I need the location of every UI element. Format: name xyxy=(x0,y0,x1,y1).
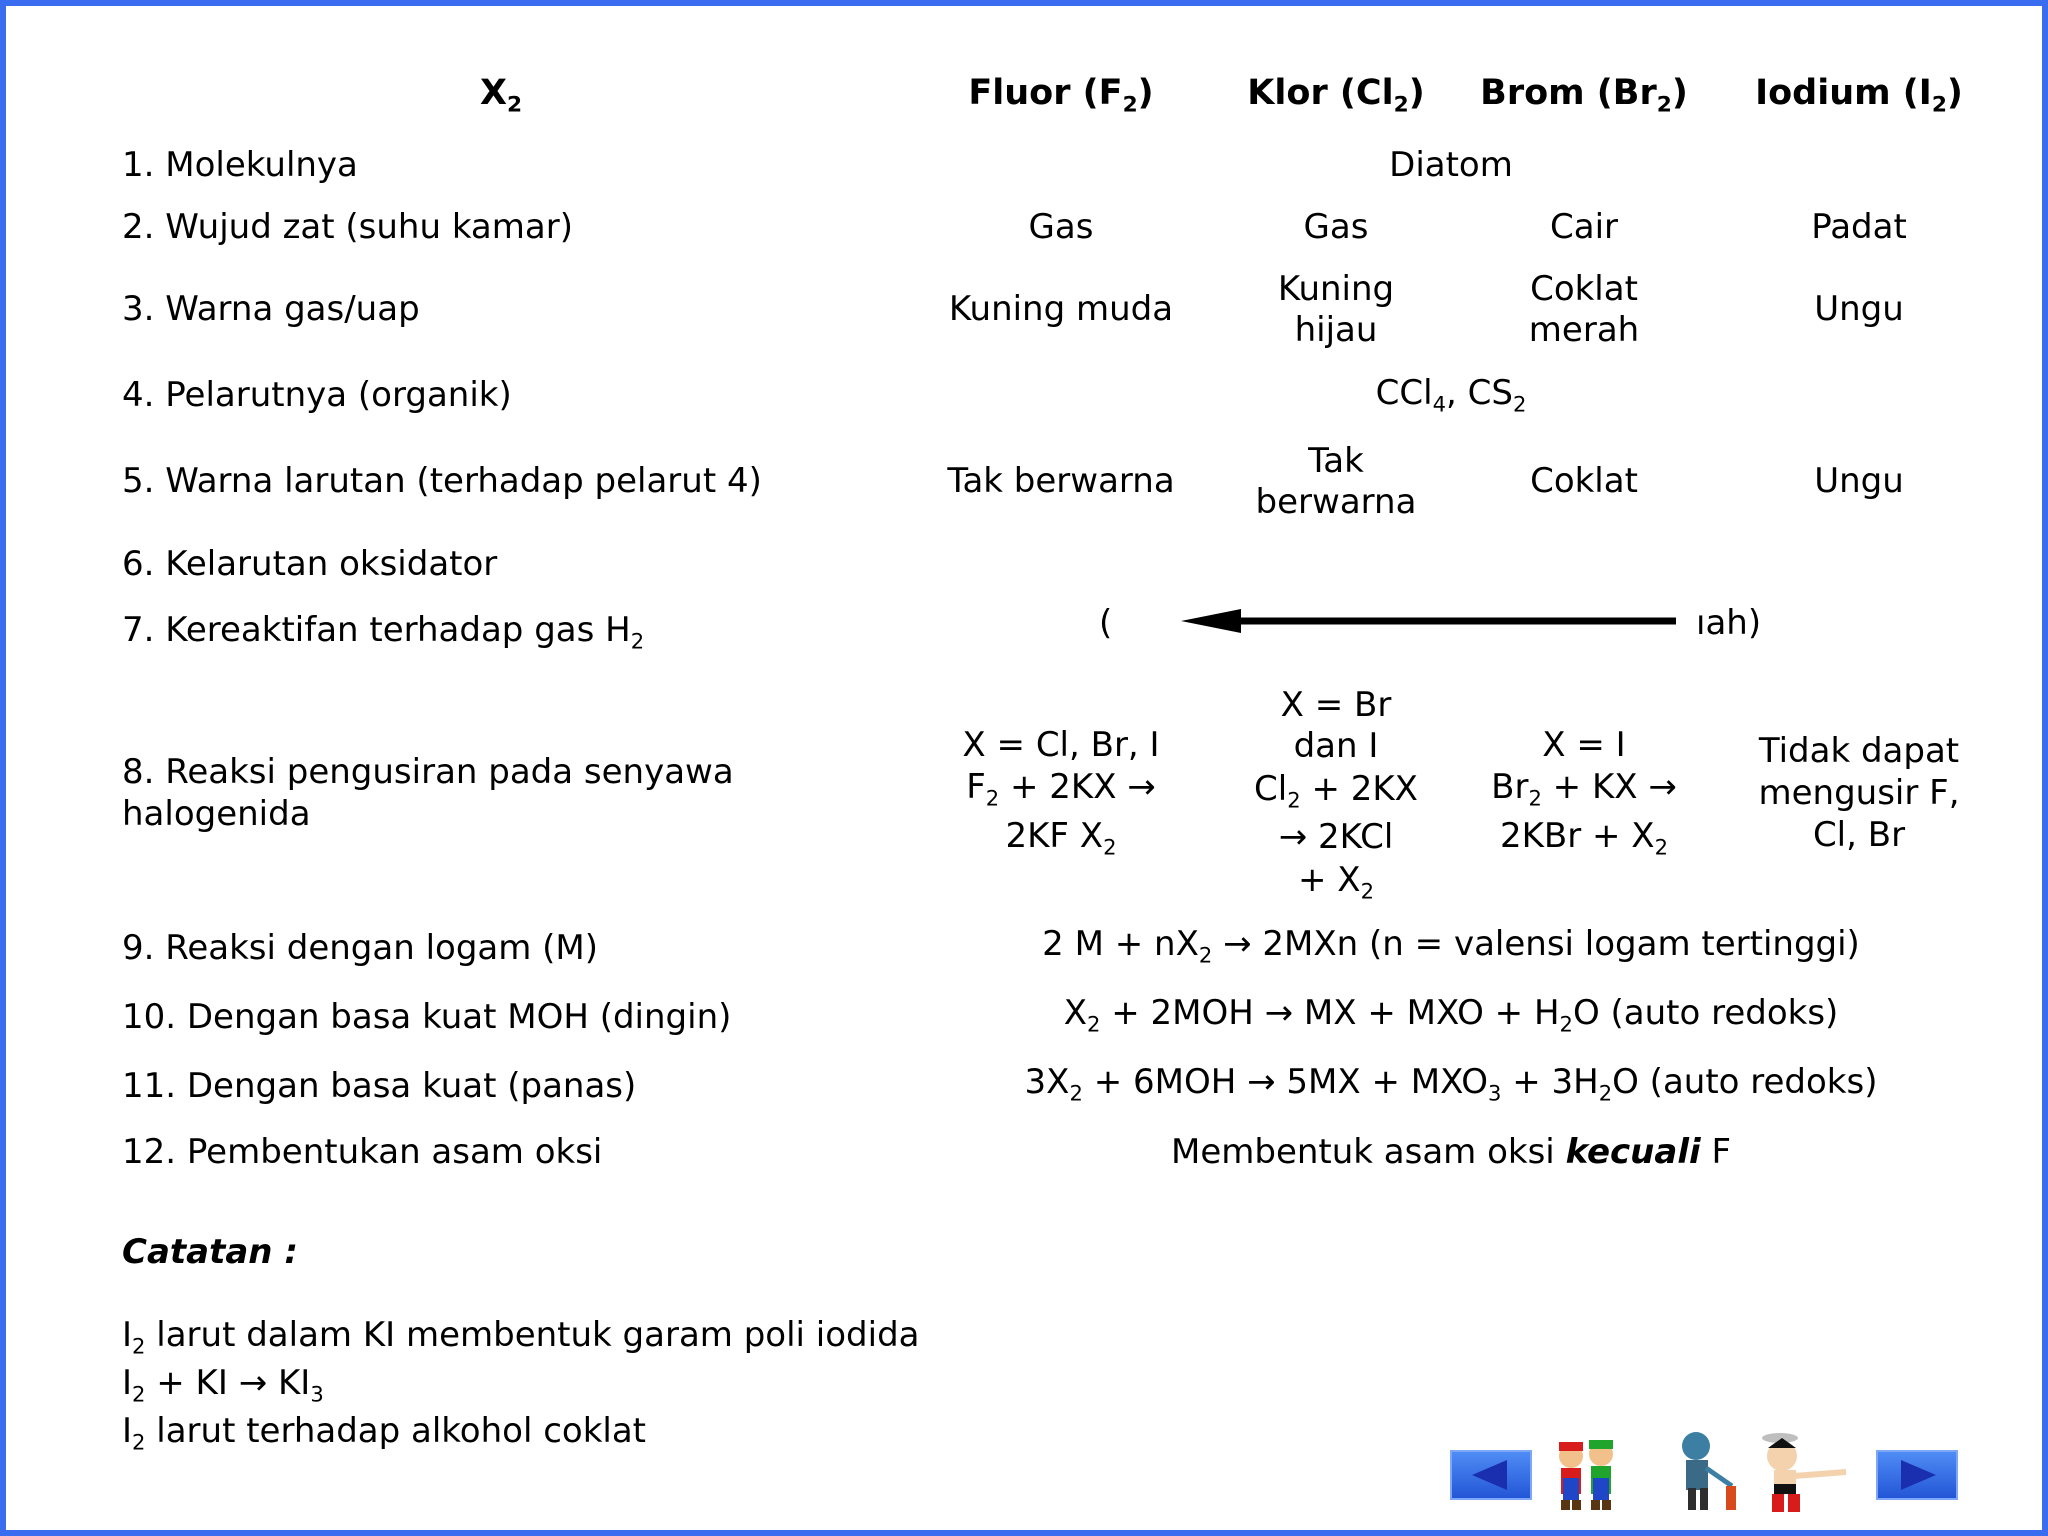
header-fluor: Fluor $(F_2)$ xyxy=(968,73,1154,118)
notes-line-1: $I_2$ larut dalam KI membentuk garam poli iodida xyxy=(122,1315,920,1359)
value-warna-gas-cl-2: hijau xyxy=(1294,310,1378,350)
prev-button[interactable] xyxy=(1450,1450,1532,1500)
mario-luigi-icon xyxy=(1551,1434,1623,1516)
value-warna-larutan-f: Tak berwarna xyxy=(947,461,1175,501)
header-brom: Brom $(Br_2)$ xyxy=(1480,73,1688,118)
value-pengusiran-i-3: Cl, Br xyxy=(1812,815,1906,855)
value-warna-larutan-cl-2: berwarna xyxy=(1255,482,1417,522)
header-klor: Klor $(Cl_2)$ xyxy=(1247,73,1425,118)
row-label-reaksi-logam: 9. Reaksi dengan logam (M) xyxy=(122,928,599,968)
row-label-kereaktifan: 7. Kereaktifan terhadap gas $H_2$ xyxy=(122,610,645,654)
value-pengusiran-cl-1: X = Br xyxy=(1280,685,1392,725)
value-pengusiran-f-1: X = Cl, Br, I xyxy=(962,725,1160,765)
notes-line-2: $I_2$ + KI → $KI_3$ xyxy=(122,1363,324,1407)
row-label-basa-dingin: 10. Dengan basa kuat MOH (dingin) xyxy=(122,997,732,1037)
value-warna-larutan-i: Ungu xyxy=(1814,461,1904,501)
value-warna-larutan-br: Coklat xyxy=(1530,461,1638,501)
value-wujud-i: Padat xyxy=(1811,207,1907,247)
row-label-reaksi-pengusiran-2: halogenida xyxy=(122,794,311,834)
row-label-basa-panas: 11. Dengan basa kuat (panas) xyxy=(122,1066,637,1106)
value-warna-gas-i: Ungu xyxy=(1814,289,1904,329)
value-pengusiran-cl-5: + $X_2$ xyxy=(1297,860,1375,904)
header-iodium: Iodium $(I_2)$ xyxy=(1755,73,1963,118)
value-asam-oksi: Membentuk asam oksi kecuali F xyxy=(1170,1132,1732,1172)
arrow-right-icon xyxy=(1878,1452,1956,1498)
value-warna-larutan-cl-1: Tak xyxy=(1308,441,1364,481)
value-pengusiran-cl-2: dan I xyxy=(1293,726,1379,766)
value-pengusiran-f-2: $F_2 + 2KX$ → xyxy=(966,767,1156,811)
row-label-warna-gas: 3. Warna gas/uap xyxy=(122,289,420,329)
value-pengusiran-br-2: $Br_2$ + KX → xyxy=(1491,767,1677,811)
value-wujud-cl: Gas xyxy=(1303,207,1369,247)
value-wujud-br: Cair xyxy=(1550,207,1618,247)
value-pengusiran-br-3: $2KBr + X_2$ xyxy=(1499,816,1669,860)
notes-title: Catatan : xyxy=(122,1232,298,1272)
value-pengusiran-i-1: Tidak dapat xyxy=(1758,731,1960,771)
next-button[interactable] xyxy=(1876,1450,1958,1500)
value-molekul: Diatom xyxy=(1389,145,1513,185)
header-x2: $X_2$ xyxy=(479,73,523,118)
arrow-left-icon xyxy=(1452,1452,1530,1498)
value-pengusiran-f-3: 2KF $X_2$ xyxy=(1005,816,1117,860)
value-pengusiran-i-2: mengusir F, xyxy=(1758,773,1960,813)
row-label-wujud: 2. Wujud zat (suhu kamar) xyxy=(122,207,573,247)
row-label-molekul: 1. Molekulnya xyxy=(122,145,358,185)
value-wujud-f: Gas xyxy=(1028,207,1094,247)
notes-line-3: $I_2$ larut terhadap alkohol coklat xyxy=(122,1411,646,1455)
value-warna-gas-br-2: merah xyxy=(1528,310,1640,350)
value-basa-panas: $3X_2 + 6MOH \to 5MX + MXO_3 + 3H_2O$ (auto redoks) xyxy=(1024,1062,1878,1106)
value-pengusiran-br-1: X = I xyxy=(1542,725,1626,765)
value-pengusiran-cl-3: $Cl_2 + 2KX$ xyxy=(1254,769,1418,813)
row-label-reaksi-pengusiran-1: 8. Reaksi pengusiran pada senyawa xyxy=(122,752,734,792)
value-kereaktifan-left: ( xyxy=(1099,603,1113,643)
value-pelarut: CCl$_4$, $CS_2$ xyxy=(1375,373,1527,417)
value-warna-gas-br-1: Coklat xyxy=(1530,269,1638,309)
value-warna-gas-f: Kuning muda xyxy=(948,289,1174,329)
value-warna-gas-cl-1: Kuning xyxy=(1277,269,1395,309)
value-reaksi-logam: 2 $M + nX_2 \to 2MXn$ (n = valensi logam tertinggi) xyxy=(1042,924,1860,968)
value-basa-dingin: $X_2 + 2MOH$ → MX + MXO + $H_2O$ (auto redoks) xyxy=(1063,993,1839,1037)
reactivity-arrow-icon xyxy=(1171,604,1681,638)
row-label-pelarut: 4. Pelarutnya (organik) xyxy=(122,375,512,415)
row-label-asam-oksi: 12. Pembentukan asam oksi xyxy=(122,1132,603,1172)
value-kereaktifan-right: ıah) xyxy=(1696,603,1762,643)
row-label-warna-larutan: 5. Warna larutan (terhadap pelarut 4) xyxy=(122,461,762,501)
astro-boy-icon xyxy=(1754,1432,1854,1516)
row-label-kelarutan: 6. Kelarutan oksidator xyxy=(122,544,498,584)
value-pengusiran-cl-4: → 2KCl xyxy=(1278,817,1394,857)
zombie-icon xyxy=(1666,1428,1746,1516)
